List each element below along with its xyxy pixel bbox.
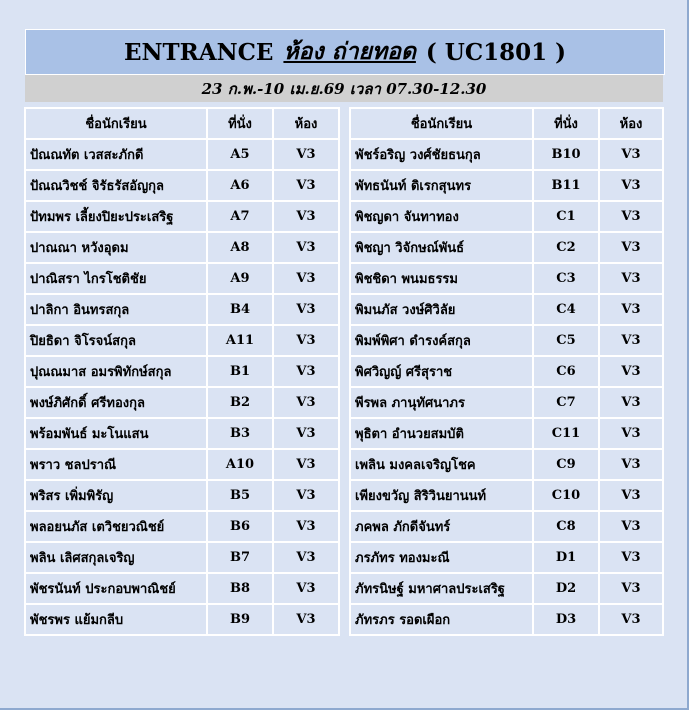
room-code: V3: [599, 573, 663, 604]
room-code: V3: [273, 449, 339, 480]
room-code: V3: [273, 480, 339, 511]
student-name: เพียงขวัญ สิริวินยานนท์: [350, 480, 533, 511]
student-name: เพลิน มงคลเจริญโชค: [350, 449, 533, 480]
column-header-seat: ที่นั่ง: [533, 108, 599, 139]
seat-number: A7: [207, 201, 273, 232]
student-name: ปุณณมาส อมรพิทักษ์สกุล: [25, 356, 207, 387]
table-row: [25, 573, 339, 604]
student-name: ปัทมพร เลี้ยงปิยะประเสริฐ: [25, 201, 207, 232]
student-name: ภัทรภร รอดเผือก: [350, 604, 533, 635]
table-row: [350, 356, 663, 387]
room-code: V3: [273, 573, 339, 604]
column-header-name: ชื่อนักเรียน: [350, 108, 533, 139]
seat-number: B1: [207, 356, 273, 387]
table-row: [350, 170, 663, 201]
room-code: V3: [273, 356, 339, 387]
table-row: [350, 573, 663, 604]
title-room: ห้อง ถ่ายทอด: [283, 38, 416, 65]
seat-number: A10: [207, 449, 273, 480]
seat-number: A5: [207, 139, 273, 170]
room-code: V3: [599, 325, 663, 356]
room-code: V3: [599, 604, 663, 635]
title-prefix: ENTRANCE: [123, 38, 274, 66]
student-name: ภคพล ภักดีจันทร์: [350, 511, 533, 542]
column-header-room: ห้อง: [599, 108, 663, 139]
room-code: V3: [599, 542, 663, 573]
seat-number: A8: [207, 232, 273, 263]
table-row: [25, 294, 339, 325]
room-code: V3: [599, 139, 663, 170]
student-name: พัชรนันท์ ประกอบพาณิชย์: [25, 573, 207, 604]
student-name: พราว ชลปราณี: [25, 449, 207, 480]
student-name: ปาณณา หวังอุดม: [25, 232, 207, 263]
seat-number: C4: [533, 294, 599, 325]
table-row: [25, 542, 339, 573]
student-name: พิชญา วิจักษณ์พันธ์: [350, 232, 533, 263]
roster-table-right: [349, 107, 664, 636]
student-name: พลิน เลิศสกุลเจริญ: [25, 542, 207, 573]
table-row: [350, 232, 663, 263]
room-code: V3: [273, 542, 339, 573]
header-row: [25, 108, 339, 139]
student-name: ปาณิสรา ไกรโชติชัย: [25, 263, 207, 294]
header-row: [350, 108, 663, 139]
room-code: V3: [599, 418, 663, 449]
student-name: พัชรพร แย้มกลีบ: [25, 604, 207, 635]
table-row: [350, 294, 663, 325]
table-row: [350, 449, 663, 480]
room-code: V3: [599, 294, 663, 325]
room-code: V3: [599, 232, 663, 263]
room-code: V3: [273, 139, 339, 170]
table-row: [350, 511, 663, 542]
table-row: [350, 418, 663, 449]
room-code: V3: [599, 170, 663, 201]
seat-number: C3: [533, 263, 599, 294]
seat-number: B9: [207, 604, 273, 635]
seat-number: A9: [207, 263, 273, 294]
room-code: V3: [273, 511, 339, 542]
seat-number: B8: [207, 573, 273, 604]
seat-number: B3: [207, 418, 273, 449]
page-title: [25, 29, 665, 75]
table-row: [25, 170, 339, 201]
seat-number: A6: [207, 170, 273, 201]
column-header-name: ชื่อนักเรียน: [25, 108, 207, 139]
table-row: [25, 387, 339, 418]
column-header-seat: ที่นั่ง: [207, 108, 273, 139]
room-code: V3: [599, 511, 663, 542]
room-code: V3: [273, 418, 339, 449]
student-name: ภรภัทร ทองมะณี: [350, 542, 533, 573]
table-row: [25, 201, 339, 232]
seat-number: C1: [533, 201, 599, 232]
table-row: [25, 449, 339, 480]
seat-number: D1: [533, 542, 599, 573]
seat-number: A11: [207, 325, 273, 356]
room-code: V3: [273, 201, 339, 232]
date-text: 23 ก.พ.-10 เม.ย.69 เวลา 07.30-12.30: [201, 79, 487, 98]
room-code: V3: [599, 449, 663, 480]
table-row: [350, 542, 663, 573]
date-line: [25, 75, 663, 102]
table-row: [25, 418, 339, 449]
room-code: V3: [273, 294, 339, 325]
student-name: ภัทรนิษฐ์ มหาศาลประเสริฐ: [350, 573, 533, 604]
room-code: V3: [273, 232, 339, 263]
seat-number: B11: [533, 170, 599, 201]
student-name: พิชชิดา พนมธรรม: [350, 263, 533, 294]
seat-number: C5: [533, 325, 599, 356]
seat-number: C10: [533, 480, 599, 511]
seat-number: B6: [207, 511, 273, 542]
table-row: [350, 139, 663, 170]
student-name: ปิยธิดา จิโรจน์สกุล: [25, 325, 207, 356]
table-row: [25, 263, 339, 294]
table-row: [25, 232, 339, 263]
table-row: [350, 604, 663, 635]
seat-number: B10: [533, 139, 599, 170]
student-name: ปาลิกา อินทรสกุล: [25, 294, 207, 325]
table-row: [25, 356, 339, 387]
room-code: V3: [599, 201, 663, 232]
table-row: [25, 325, 339, 356]
table-row: [25, 139, 339, 170]
seat-number: B5: [207, 480, 273, 511]
student-name: พีรพล ภานุทัศนาภร: [350, 387, 533, 418]
table-row: [350, 480, 663, 511]
roster-table-left: [24, 107, 340, 636]
room-code: V3: [273, 387, 339, 418]
seat-number: B7: [207, 542, 273, 573]
seat-number: C2: [533, 232, 599, 263]
room-code: V3: [599, 263, 663, 294]
student-name: พลอยนภัส เตวิชยวณิชย์: [25, 511, 207, 542]
seat-number: D2: [533, 573, 599, 604]
seat-number: C11: [533, 418, 599, 449]
student-name: พิศวิญญ์ ศรีสุราช: [350, 356, 533, 387]
table-row: [350, 325, 663, 356]
room-code: V3: [599, 356, 663, 387]
seat-number: C9: [533, 449, 599, 480]
table-row: [25, 604, 339, 635]
student-name: ปัณณวิชช์ จิรัธรัสอัญกุล: [25, 170, 207, 201]
seat-number: C6: [533, 356, 599, 387]
student-name: พร้อมพันธ์ มะโนแสน: [25, 418, 207, 449]
student-name: พัทธนันท์ ดิเรกสุนทร: [350, 170, 533, 201]
seat-number: B4: [207, 294, 273, 325]
seat-number: D3: [533, 604, 599, 635]
room-code: V3: [273, 263, 339, 294]
room-code: V3: [273, 604, 339, 635]
student-name: พุธิตา อำนวยสมบัติ: [350, 418, 533, 449]
room-code: V3: [273, 325, 339, 356]
seat-number: B2: [207, 387, 273, 418]
room-code: V3: [599, 480, 663, 511]
student-name: พิมนภัส วงษ์ศิวิลัย: [350, 294, 533, 325]
table-row: [25, 480, 339, 511]
table-row: [350, 263, 663, 294]
room-code: V3: [599, 387, 663, 418]
table-row: [350, 201, 663, 232]
seat-number: C8: [533, 511, 599, 542]
student-name: พิชญดา จันทาทอง: [350, 201, 533, 232]
room-code: V3: [273, 170, 339, 201]
student-name: พริสร เพิ่มพิรัญ: [25, 480, 207, 511]
seat-number: C7: [533, 387, 599, 418]
title-code: ( UC1801 ): [425, 38, 567, 66]
student-name: พัชร์อริญ วงศ์ชัยธนกุล: [350, 139, 533, 170]
student-name: ปัณณทัต เวสสะภักดี: [25, 139, 207, 170]
table-row: [350, 387, 663, 418]
student-name: พิมพ์พิศา ดำรงค์สกุล: [350, 325, 533, 356]
table-row: [25, 511, 339, 542]
column-header-room: ห้อง: [273, 108, 339, 139]
student-name: พงษ์ภิศักดิ์ ศรีทองกุล: [25, 387, 207, 418]
